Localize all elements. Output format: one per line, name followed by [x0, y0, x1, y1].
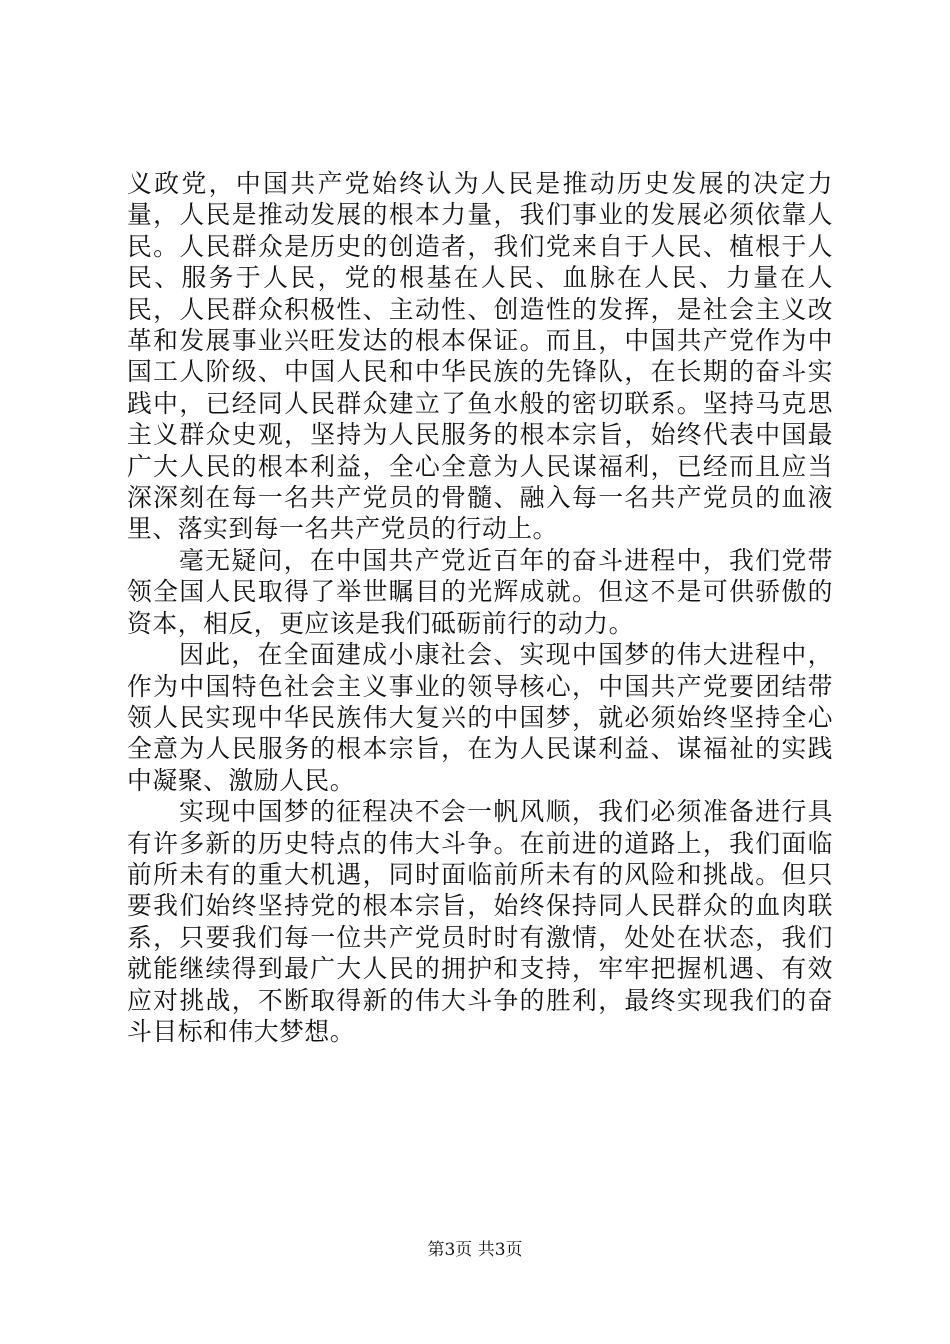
page-number-footer: 第3页 共3页	[427, 1240, 523, 1260]
paragraph-2: 毫无疑问，在中国共产党近百年的奋斗进程中，我们党带领全国人民取得了举世瞩目的光辉成就。但这不是可供骄傲的资本，相反，更应该是我们砥砺前行的动力。	[127, 545, 833, 638]
paragraph-3: 因此，在全面建成小康社会、实现中国梦的伟大进程中，作为中国特色社会主义事业的领导核心，中国共产党要团结带领人民实现中华民族伟大复兴的中国梦，就必须始终坚持全心全意为人民服务的根本宗旨，在为人民谋利益、谋福祉的实践中凝聚、激励人民。	[127, 640, 833, 795]
document-body	[127, 168, 833, 1047]
paragraph-4: 实现中国梦的征程决不会一帆风顺，我们必须准备进行具有许多新的历史特点的伟大斗争。在前进的道路上，我们面临前所未有的重大机遇，同时面临前所未有的风险和挑战。但只要我们始终坚持党的根本宗旨，始终保持同人民群众的血肉联系，只要我们每一位共产党员时时有激情，处处在状态，我们就能继续得到最广大人民的拥护和支持，牢牢把握机遇、有效应对挑战，不断取得新的伟大斗争的胜利，最终实现我们的奋斗目标和伟大梦想。	[127, 797, 833, 1046]
paragraph-continued: 义政党，中国共产党始终认为人民是推动历史发展的决定力量，人民是推动发展的根本力量，我们事业的发展必须依靠人民。人民群众是历史的创造者，我们党来自于人民、植根于人民、服务于人民，党的根基在人民、血脉在人民、力量在人民，人民群众积极性、主动性、创造性的发挥，是社会主义改革和发展事业兴旺发达的根本保证。而且，中国共产党作为中国工人阶级、中国人民和中华民族的先锋队，在长期的奋斗实践中，已经同人民群众建立了鱼水般的密切联系。坚持马克思主义群众史观，坚持为人民服务的根本宗旨，始终代表中国最广大人民的根本利益，全心全意为人民谋福利，已经而且应当深深刻在每一名共产党员的骨髓、融入每一名共产党员的血液里、落实到每一名共产党员的行动上。	[127, 169, 833, 544]
